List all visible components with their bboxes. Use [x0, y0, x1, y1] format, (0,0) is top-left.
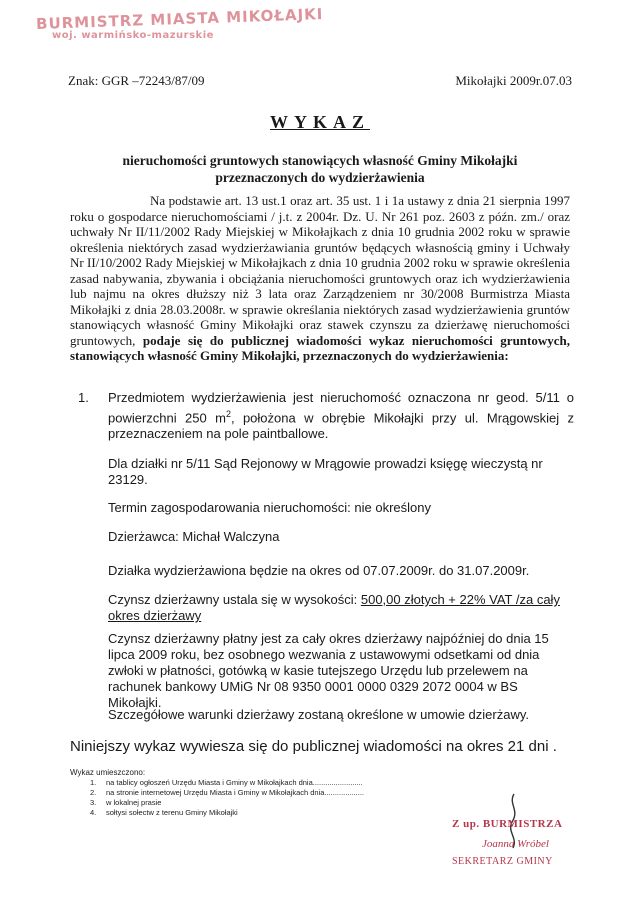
list-item — [90, 808, 364, 818]
signature-title: Z up. BURMISTRZA — [452, 818, 563, 830]
signature-position: SEKRETARZ GMINY — [452, 856, 553, 867]
posting-text: na tablicy ogłoszeń Urzędu Miasta i Gminy w Mikołajkach dnia........................ — [106, 778, 363, 787]
closing-statement: Niniejszy wykaz wywiesza się do publicznej wiadomości na okres 21 dni . — [70, 738, 557, 755]
posting-text: sołtysi sołectw z terenu Gminy Mikołajki — [106, 808, 238, 817]
stamp-office-name: BURMISTRZ MIASTA MIKOŁAJKI — [35, 4, 324, 34]
item-area-exponent: 2 — [225, 409, 231, 419]
posting-number: 2. — [90, 788, 97, 797]
list-item — [90, 798, 364, 808]
posting-text: w lokalnej prasie — [106, 798, 162, 807]
intro-paragraph — [70, 193, 570, 364]
list-item — [90, 778, 364, 788]
stamp-region: woj. warmińsko-mazurskie — [52, 30, 214, 41]
posting-number: 3. — [90, 798, 97, 807]
item-description-b: , położona w obrębie Mikołajki przy ul. Mrągowskiej z przeznaczeniem na pole paintballowe. — [108, 410, 575, 442]
lease-period-text: Działka wydzierżawiona będzie na okres od 07.07.2009r. do 31.07.2009r. — [108, 563, 530, 578]
lessee-text: Dzierżawca: Michał Walczyna — [108, 529, 280, 544]
payment-text: Czynsz dzierżawny płatny jest za cały okres dzierżawy najpóźniej do dnia 15 lipca 2009 roku, bez osobnego wezwania z ustawowymi odsetkami od dnia zwłoki w płatności, gotówką w kasie tutejszego Urzędu lub przelewem na rachunek bankowy UMiG Nr 08 9350 0001 0000 0329 2072 0004 w BS Mikołajki. — [108, 631, 549, 710]
posting-text: na stronie internetowej Urzędu Miasta i Gminy w Mikołajkach dnia................... — [106, 788, 365, 797]
item-description — [108, 390, 574, 442]
posting-heading: Wykaz umieszczono: — [70, 768, 146, 777]
terms-text: Szczegółowe warunki dzierżawy zostaną określone w umowie dzierżawy. — [108, 707, 529, 722]
place-date: Mikołajki 2009r.07.03 — [455, 73, 572, 88]
intro-bold-text: podaje się do publicznej wiadomości wykaz nieruchomości gruntowych, stanowiących własność Gminy Mikołajki, przeznaczonych do wydzierżawienia: — [70, 332, 570, 363]
page-subtitle: nieruchomości gruntowych stanowiących własność Gminy Mikołajki przeznaczonych do wydzierżawienia — [122, 153, 518, 185]
reference-number: Znak: GGR –72243/87/09 — [68, 73, 205, 88]
list-item — [78, 390, 575, 442]
posting-number: 1. — [90, 778, 97, 787]
rent-text — [108, 592, 570, 624]
item-number: 1. — [78, 390, 89, 405]
item-description-a: Przedmiotem wydzierżawienia jest nieruchomość oznaczona nr geod. 5/11 o powierzchni 250 m — [108, 390, 574, 426]
posting-list — [90, 778, 364, 818]
list-item — [90, 788, 364, 798]
intro-text: Na podstawie art. 13 ust.1 oraz art. 35 ust. 1 i 1a ustawy z dnia 21 sierpnia 1997 roku o gospodarce nieruchomościami / j.t. z 2004r. Dz. U. Nr 261 poz. 2603 z późn. zm./ oraz uchwały Nr II/11/2002 Rady Miejskiej w Mikołajkach z dnia 10 grudnia 2002 roku w sprawie określenia niektórych zasad wydzierżawiania gruntów będących własnością gminy i Uchwały Nr II/10/2002 Rady Miejskiej w Mikołajkach z dnia 10 grudnia 2002 roku w sprawie określenia zasad nabywania, zbywania i obciążania nieruchomości gruntowych oraz ich wydzierżawienia lub najmu na okres dłuższy niż 3 lata oraz Zarządzeniem nr 30/2008 Burmistrza Miasta Mikołajki z dnia 28.03.2008r. w sprawie określania niektórych zasad wydzierżawienia gruntów stanowiących własność Gminy Mikołajki oraz stawek czynszu za dzierżawę nieruchomości gruntowych, — [70, 193, 570, 348]
page-title: WYKAZ — [269, 112, 370, 132]
development-text: Termin zagospodarowania nieruchomości: nie określony — [108, 500, 432, 515]
rent-prefix: Czynsz dzierżawny ustala się w wysokości: — [108, 592, 361, 607]
posting-number: 4. — [90, 808, 97, 817]
land-registry-text: Dla działki nr 5/11 Sąd Rejonowy w Mrągowie prowadzi księgę wieczystą nr 23129. — [108, 456, 543, 487]
rent-amount: 500,00 złotych + 22% VAT /za cały okres dzierżawy — [108, 592, 560, 623]
signature-name: Joanna Wróbel — [482, 838, 549, 850]
